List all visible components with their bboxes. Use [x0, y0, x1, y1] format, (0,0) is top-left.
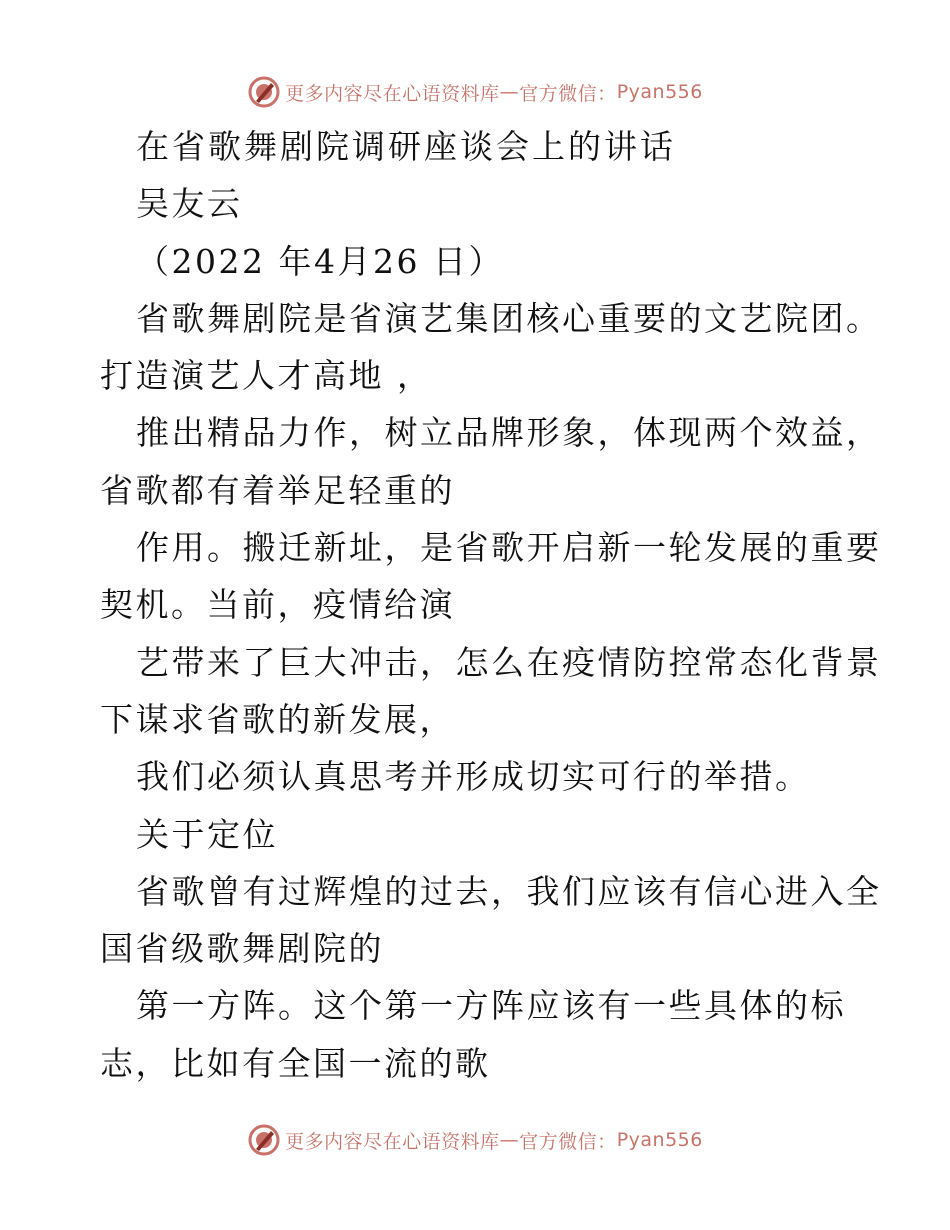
quill-logo-icon: [247, 1123, 281, 1157]
watermark-dash: —: [499, 1129, 520, 1151]
document-title: 在省歌舞剧院调研座谈会上的讲话: [136, 127, 676, 166]
text-line: 省歌舞剧院是省演艺集团核心重要的文艺院团。: [136, 298, 882, 338]
text-line: 艺带来了巨大冲击，怎么在疫情防控常态化背景: [136, 642, 882, 682]
text-line: 契机。当前，疫情给演: [100, 585, 455, 625]
text-line: 下谋求省歌的新发展，: [100, 699, 455, 739]
watermark-wechat-label: 官方微信：: [519, 82, 617, 105]
watermark-main-text: 更多内容尽在心语资料库: [285, 1130, 500, 1153]
section-heading: 关于定位: [136, 814, 278, 854]
text-line: 省歌曾有过辉煌的过去，我们应该有信心进入全: [136, 871, 882, 911]
text-line: 省歌都有着举足轻重的: [100, 470, 455, 510]
document-body: [100, 118, 882, 1092]
footer-watermark: [0, 1120, 950, 1160]
quill-logo-icon: [247, 75, 281, 109]
document-date: （2022 年4月26 日）: [136, 241, 504, 281]
text-line: 作用。搬迁新址，是省歌开启新一轮发展的重要: [136, 528, 882, 568]
text-line: 我们必须认真思考并形成切实可行的举措。: [136, 757, 811, 797]
document-author: 吴友云: [136, 184, 243, 224]
watermark-main-text: 更多内容尽在心语资料库: [285, 82, 500, 105]
text-line: 国省级歌舞剧院的: [100, 929, 384, 969]
text-line: 打造演艺人才高地 ，: [100, 356, 433, 396]
text-line: 志，比如有全国一流的歌: [100, 1043, 491, 1083]
watermark-wechat-label: 官方微信：: [519, 1130, 617, 1153]
watermark-wechat-id: Pyan556: [616, 1129, 703, 1151]
text-line: 第一方阵。这个第一方阵应该有一些具体的标: [136, 986, 846, 1026]
header-watermark: [0, 72, 950, 112]
watermark-dash: —: [499, 81, 520, 103]
watermark-wechat-id: Pyan556: [616, 81, 703, 103]
text-line: 推出精品力作，树立品牌形象，体现两个效益，: [136, 413, 882, 453]
